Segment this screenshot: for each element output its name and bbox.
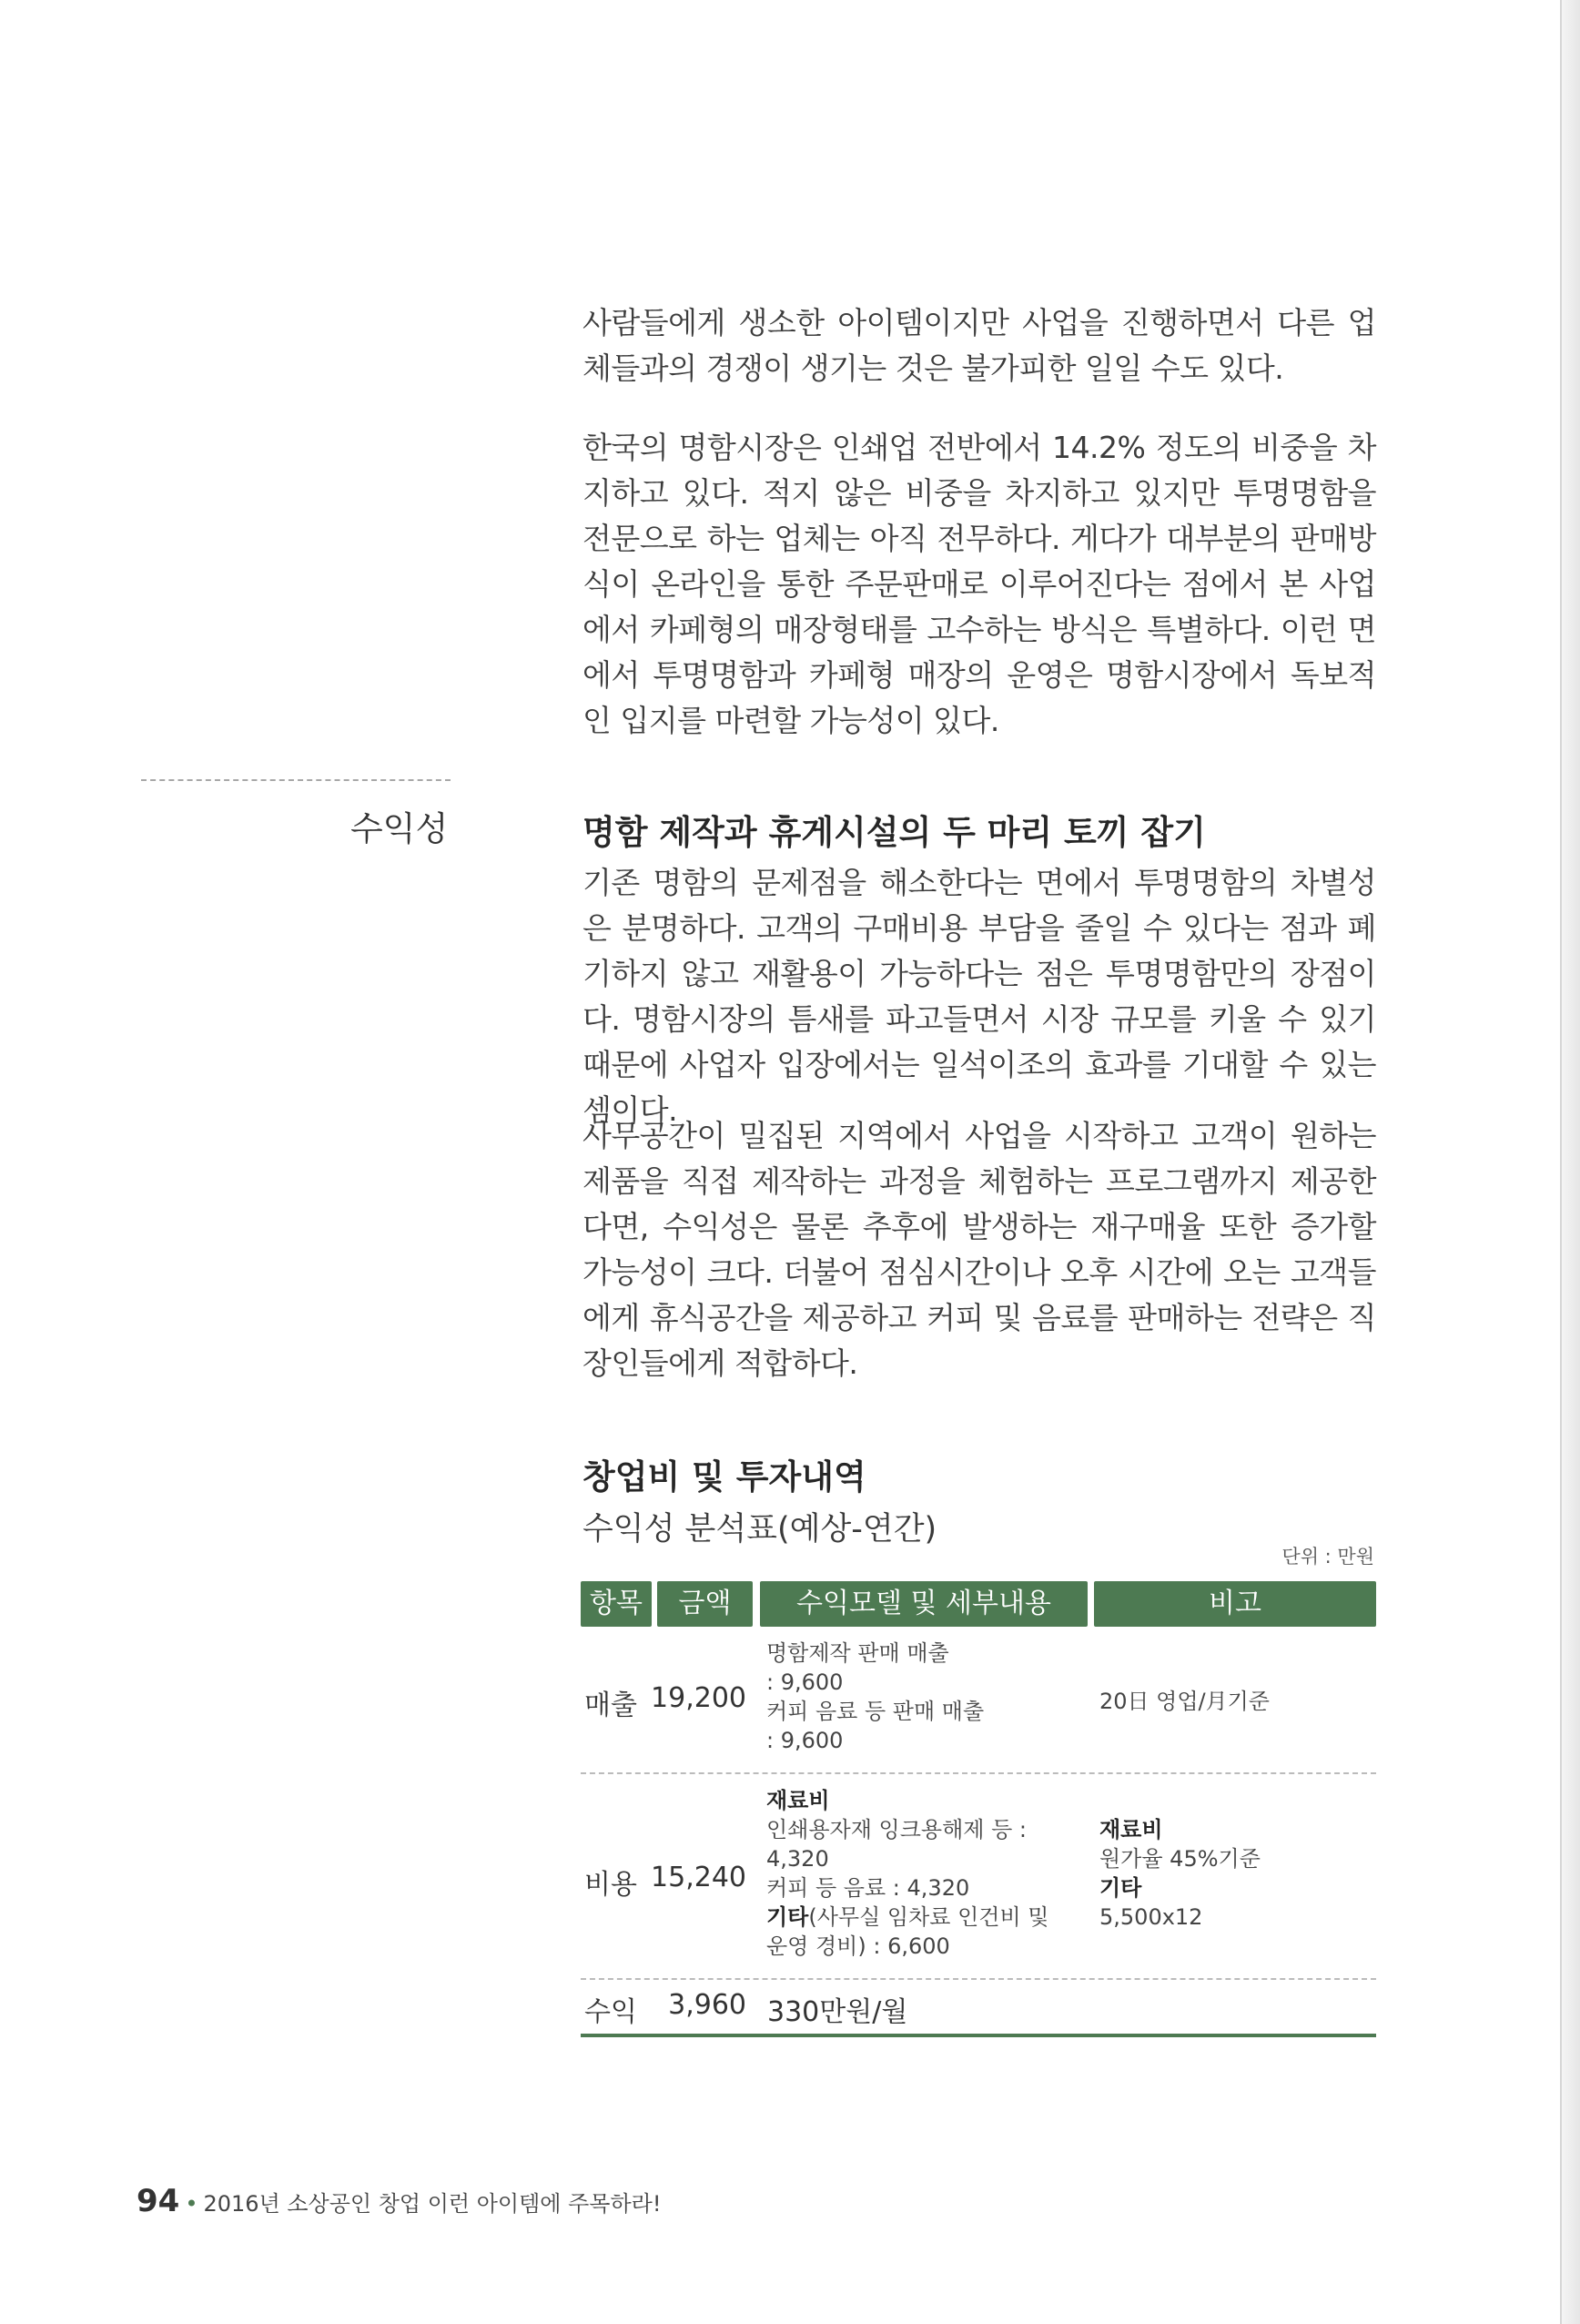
cost-detail-label-other: 기타 [766, 1904, 809, 1930]
page-number: 94 [137, 2183, 180, 2219]
header-note: 비고 [1094, 1581, 1376, 1627]
investment-heading: 창업비 및 투자내역 [582, 1457, 866, 1497]
cost-note-label-material: 재료비 [1099, 1817, 1163, 1842]
bullet-dot-icon: • [185, 2191, 198, 2217]
row-cost-detail [766, 1786, 1067, 1961]
footer-title: 2016년 소상공인 창업 이런 아이템에 주목하라! [203, 2191, 662, 2217]
table-bottom-rule [581, 2034, 1376, 2037]
header-detail: 수익모델 및 세부내용 [760, 1581, 1088, 1627]
row-cost-note [1099, 1815, 1372, 1932]
sales-detail-line: 명함제작 판매 매출 [766, 1640, 949, 1666]
section-heading: 명함 제작과 휴게시설의 두 마리 토끼 잡기 [582, 813, 1206, 852]
unit-label: 단위 : 만원 [1281, 1546, 1374, 1568]
section-paragraph-1: 기존 명함의 문제점을 해소한다는 면에서 투명명함의 차별성은 분명하다. 고객의 구매비용 부담을 줄일 수 있다는 점과 폐기하지 않고 재활용이 가능하다는 점은 투명명함만의 장점이다. 명함시장의 틈새를 파고들면서 시장 규모를 키울 수 있기 때문에 사업자 입장에서는 일석이조의 효과를 기대할 수 있는 셈이다. [582, 865, 1376, 1128]
section-label: 수익성 [350, 809, 449, 848]
cost-detail-line: 커피 등 음료 : 4,320 [766, 1875, 970, 1901]
row-profit-amount: 3,960 [668, 1989, 746, 2021]
market-paragraph: 한국의 명함시장은 인쇄업 전반에서 14.2% 정도의 비중을 차지하고 있다. 적지 않은 비중을 차지하고 있지만 투명명함을 전문으로 하는 업체는 아직 전무하다. 게다가 대부분의 판매방식이 온라인을 통한 주문판매로 이루어진다는 점에서 본 사업에서 카페형의 매장형태를 고수하는 방식은 특별하다. 이런 면에서 투명명함과 카페형 매장의 운영은 명함시장에서 독보적인 입지를 마련할 가능성이 있다. [582, 430, 1376, 738]
page-edge-line [1560, 0, 1562, 2324]
row-profit-detail: 330만원/월 [767, 1996, 908, 2028]
row-sales-item: 매출 [584, 1690, 637, 1721]
page-edge [1562, 0, 1580, 2324]
row-divider [581, 1772, 1376, 1774]
sales-detail-line: : 9,600 [766, 1728, 844, 1753]
cost-note-line: 5,500x12 [1099, 1904, 1203, 1930]
row-cost-item: 비용 [584, 1869, 637, 1901]
row-profit-item: 수익 [584, 1996, 637, 2028]
cost-note-label-other: 기타 [1099, 1875, 1142, 1901]
cost-note-line: 원가율 45%기준 [1099, 1846, 1261, 1872]
intro-paragraph: 사람들에게 생소한 아이템이지만 사업을 진행하면서 다른 업체들과의 경쟁이 생기는 것은 불가피한 일일 수도 있다. [582, 305, 1376, 386]
section-paragraph-2: 사무공간이 밀집된 지역에서 사업을 시작하고 고객이 원하는 제품을 직접 제작하는 과정을 체험하는 프로그램까지 제공한다면, 수익성은 물론 추후에 발생하는 재구매율 또한 증가할 가능성이 크다. 더불어 점심시간이나 오후 시간에 오는 고객들에게 휴식공간을 제공하고 커피 및 음료를 판매하는 전략은 직장인들에게 적합하다. [582, 1118, 1376, 1381]
section-divider [141, 779, 451, 781]
row-divider [581, 1978, 1376, 1980]
table-title: 수익성 분석표(예상-연간) [582, 1511, 937, 1548]
page-footer [137, 2183, 661, 2219]
header-amount: 금액 [657, 1581, 753, 1627]
row-sales-amount: 19,200 [651, 1682, 746, 1714]
row-sales-detail [766, 1639, 1067, 1755]
cost-detail-line: 운영 경비) : 6,600 [766, 1933, 950, 1959]
sales-detail-line: 커피 음료 등 판매 매출 [766, 1699, 985, 1724]
sales-detail-line: : 9,600 [766, 1669, 844, 1695]
cost-detail-line: (사무실 임차료 인건비 및 [808, 1904, 1049, 1930]
header-item: 항목 [581, 1581, 652, 1627]
cost-detail-label-material: 재료비 [766, 1788, 830, 1813]
cost-detail-line: 인쇄용자재 잉크용해제 등 : [766, 1817, 1027, 1842]
row-sales-note: 20日 영업/月기준 [1099, 1689, 1270, 1714]
cost-detail-line: 4,320 [766, 1846, 829, 1872]
row-cost-amount: 15,240 [651, 1862, 746, 1893]
